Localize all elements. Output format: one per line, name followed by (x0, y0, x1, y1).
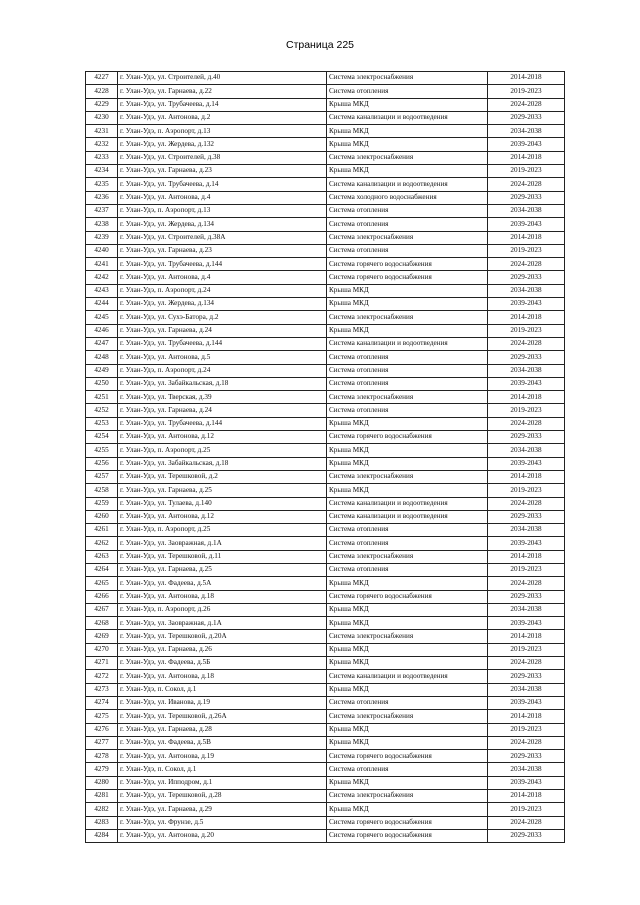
period-cell: 2034-2038 (488, 204, 565, 217)
address-cell: г. Улан-Удэ, ул. Забайкальская, д.18 (118, 377, 327, 390)
table-row (86, 829, 565, 842)
row-number: 4262 (86, 537, 118, 550)
address-cell: г. Улан-Удэ, ул. Трубачеева, д.14 (118, 98, 327, 111)
period-cell: 2039-2043 (488, 537, 565, 550)
table-row (86, 510, 565, 523)
period-cell: 2014-2018 (488, 391, 565, 404)
period-cell: 2034-2038 (488, 444, 565, 457)
period-cell: 2019-2023 (488, 85, 565, 98)
system-cell: Крыша МКД (327, 125, 488, 138)
period-cell: 2014-2018 (488, 72, 565, 85)
address-cell: г. Улан-Удэ, п. Аэропорт, д.26 (118, 603, 327, 616)
period-cell: 2034-2038 (488, 284, 565, 297)
period-cell: 2019-2023 (488, 165, 565, 178)
period-cell: 2024-2028 (488, 258, 565, 271)
address-cell: г. Улан-Удэ, ул. Жердева, д.134 (118, 218, 327, 231)
table-row (86, 670, 565, 683)
address-cell: г. Улан-Удэ, ул. Трубачеева, д.14 (118, 178, 327, 191)
table-row (86, 351, 565, 364)
system-cell: Крыша МКД (327, 284, 488, 297)
address-cell: г. Улан-Удэ, ул. Иванова, д.19 (118, 696, 327, 709)
period-cell: 2034-2038 (488, 683, 565, 696)
system-cell: Крыша МКД (327, 324, 488, 337)
table-row (86, 218, 565, 231)
address-cell: г. Улан-Удэ, ул. Гарнаева, д.24 (118, 404, 327, 417)
row-number: 4278 (86, 750, 118, 763)
system-cell: Система канализации и водоотведения (327, 510, 488, 523)
table-row (86, 470, 565, 483)
table-row (86, 696, 565, 709)
row-number: 4236 (86, 191, 118, 204)
address-cell: г. Улан-Удэ, ул. Терешковой, д.11 (118, 550, 327, 563)
address-cell: г. Улан-Удэ, ул. Антонова, д.5 (118, 351, 327, 364)
row-number: 4232 (86, 138, 118, 151)
address-cell: г. Улан-Удэ, ул. Трубачеева, д.144 (118, 417, 327, 430)
row-number: 4238 (86, 218, 118, 231)
system-cell: Крыша МКД (327, 657, 488, 670)
table-row (86, 364, 565, 377)
table-row (86, 244, 565, 257)
system-cell: Система горячего водоснабжения (327, 750, 488, 763)
system-cell: Система отопления (327, 696, 488, 709)
table-row (86, 391, 565, 404)
period-cell: 2029-2033 (488, 191, 565, 204)
address-cell: г. Улан-Удэ, ул. Терешковой, д.2 (118, 470, 327, 483)
table-row (86, 563, 565, 576)
system-cell: Система отопления (327, 244, 488, 257)
row-number: 4277 (86, 736, 118, 749)
address-cell: г. Улан-Удэ, п. Аэропорт, д.13 (118, 204, 327, 217)
period-cell: 2029-2033 (488, 829, 565, 842)
address-cell: г. Улан-Удэ, ул. Фадеева, д.5В (118, 736, 327, 749)
address-cell: г. Улан-Удэ, ул. Гарнаева, д.22 (118, 85, 327, 98)
row-number: 4257 (86, 470, 118, 483)
period-cell: 2019-2023 (488, 803, 565, 816)
period-cell: 2034-2038 (488, 125, 565, 138)
system-cell: Система отопления (327, 563, 488, 576)
system-cell: Система канализации и водоотведения (327, 337, 488, 350)
address-cell: г. Улан-Удэ, ул. Заовражная, д.1А (118, 537, 327, 550)
table-row (86, 630, 565, 643)
row-number: 4268 (86, 617, 118, 630)
address-cell: г. Улан-Удэ, ул. Жердева, д.132 (118, 138, 327, 151)
row-number: 4264 (86, 563, 118, 576)
row-number: 4230 (86, 111, 118, 124)
address-cell: г. Улан-Удэ, п. Сокол, д.1 (118, 763, 327, 776)
system-cell: Система электроснабжения (327, 550, 488, 563)
row-number: 4260 (86, 510, 118, 523)
system-cell: Система горячего водоснабжения (327, 816, 488, 829)
table-row (86, 790, 565, 803)
system-cell: Система отопления (327, 351, 488, 364)
period-cell: 2034-2038 (488, 364, 565, 377)
table-row (86, 284, 565, 297)
table-row (86, 417, 565, 430)
address-cell: г. Улан-Удэ, ул. Фадеева, д.5Б (118, 657, 327, 670)
period-cell: 2029-2033 (488, 510, 565, 523)
system-cell: Система горячего водоснабжения (327, 590, 488, 603)
system-cell: Система отопления (327, 524, 488, 537)
table-row (86, 816, 565, 829)
row-number: 4233 (86, 151, 118, 164)
row-number: 4242 (86, 271, 118, 284)
table-row (86, 457, 565, 470)
system-cell: Крыша МКД (327, 643, 488, 656)
row-number: 4281 (86, 790, 118, 803)
table-row (86, 404, 565, 417)
system-cell: Система горячего водоснабжения (327, 258, 488, 271)
row-number: 4284 (86, 829, 118, 842)
address-cell: г. Улан-Удэ, ул. Фадеева, д.5А (118, 577, 327, 590)
system-cell: Крыша МКД (327, 577, 488, 590)
period-cell: 2039-2043 (488, 457, 565, 470)
address-cell: г. Улан-Удэ, ул. Антонова, д.12 (118, 431, 327, 444)
table-row (86, 324, 565, 337)
system-cell: Система отопления (327, 537, 488, 550)
address-cell: г. Улан-Удэ, ул. Гарнаева, д.23 (118, 244, 327, 257)
row-number: 4259 (86, 497, 118, 510)
system-cell: Система электроснабжения (327, 790, 488, 803)
row-number: 4229 (86, 98, 118, 111)
table-row (86, 125, 565, 138)
system-cell: Крыша МКД (327, 417, 488, 430)
system-cell: Крыша МКД (327, 683, 488, 696)
period-cell: 2019-2023 (488, 324, 565, 337)
table-row (86, 524, 565, 537)
address-cell: г. Улан-Удэ, ул. Терешковой, д.28 (118, 790, 327, 803)
row-number: 4254 (86, 431, 118, 444)
address-cell: г. Улан-Удэ, ул. Ипподром, д.1 (118, 776, 327, 789)
period-cell: 2024-2028 (488, 657, 565, 670)
period-cell: 2039-2043 (488, 377, 565, 390)
system-cell: Система электроснабжения (327, 311, 488, 324)
system-cell: Система электроснабжения (327, 391, 488, 404)
table-row (86, 603, 565, 616)
table-row (86, 577, 565, 590)
row-number: 4240 (86, 244, 118, 257)
row-number: 4235 (86, 178, 118, 191)
system-cell: Система горячего водоснабжения (327, 431, 488, 444)
table-row (86, 497, 565, 510)
row-number: 4276 (86, 723, 118, 736)
address-cell: г. Улан-Удэ, ул. Заовражная, д.1А (118, 617, 327, 630)
table-row (86, 643, 565, 656)
row-number: 4275 (86, 710, 118, 723)
row-number: 4231 (86, 125, 118, 138)
table-row (86, 431, 565, 444)
address-cell: г. Улан-Удэ, ул. Забайкальская, д.18 (118, 457, 327, 470)
period-cell: 2014-2018 (488, 710, 565, 723)
address-cell: г. Улан-Удэ, ул. Антонова, д.2 (118, 111, 327, 124)
system-cell: Крыша МКД (327, 803, 488, 816)
address-cell: г. Улан-Удэ, ул. Трубачеева, д.144 (118, 337, 327, 350)
system-cell: Система отопления (327, 377, 488, 390)
period-cell: 2019-2023 (488, 404, 565, 417)
system-cell: Система горячего водоснабжения (327, 271, 488, 284)
system-cell: Крыша МКД (327, 165, 488, 178)
period-cell: 2019-2023 (488, 643, 565, 656)
system-cell: Система электроснабжения (327, 630, 488, 643)
row-number: 4255 (86, 444, 118, 457)
row-number: 4250 (86, 377, 118, 390)
period-cell: 2014-2018 (488, 311, 565, 324)
row-number: 4271 (86, 657, 118, 670)
address-cell: г. Улан-Удэ, ул. Антонова, д.19 (118, 750, 327, 763)
system-cell: Система отопления (327, 85, 488, 98)
row-number: 4273 (86, 683, 118, 696)
table-row (86, 750, 565, 763)
address-cell: г. Улан-Удэ, ул. Фрунзе, д.5 (118, 816, 327, 829)
row-number: 4272 (86, 670, 118, 683)
table-row (86, 617, 565, 630)
address-cell: г. Улан-Удэ, ул. Сухэ-Батора, д.2 (118, 311, 327, 324)
system-cell: Система отопления (327, 404, 488, 417)
period-cell: 2039-2043 (488, 696, 565, 709)
table-row (86, 776, 565, 789)
row-number: 4244 (86, 298, 118, 311)
system-cell: Система отопления (327, 763, 488, 776)
period-cell: 2039-2043 (488, 218, 565, 231)
table-row (86, 550, 565, 563)
period-cell: 2039-2043 (488, 617, 565, 630)
system-cell: Система горячего водоснабжения (327, 829, 488, 842)
period-cell: 2019-2023 (488, 484, 565, 497)
system-cell: Крыша МКД (327, 723, 488, 736)
period-cell: 2029-2033 (488, 271, 565, 284)
address-cell: г. Улан-Удэ, ул. Гарнаева, д.25 (118, 563, 327, 576)
system-cell: Система электроснабжения (327, 72, 488, 85)
row-number: 4249 (86, 364, 118, 377)
row-number: 4243 (86, 284, 118, 297)
table-body (86, 72, 565, 843)
row-number: 4248 (86, 351, 118, 364)
row-number: 4269 (86, 630, 118, 643)
period-cell: 2034-2038 (488, 524, 565, 537)
table-row (86, 98, 565, 111)
page-title: Страница 225 (285, 39, 355, 51)
period-cell: 2024-2028 (488, 337, 565, 350)
system-cell: Система отопления (327, 204, 488, 217)
row-number: 4234 (86, 165, 118, 178)
table-row (86, 710, 565, 723)
registry-table (85, 71, 565, 843)
period-cell: 2024-2028 (488, 98, 565, 111)
period-cell: 2024-2028 (488, 736, 565, 749)
row-number: 4280 (86, 776, 118, 789)
system-cell: Крыша МКД (327, 444, 488, 457)
period-cell: 2029-2033 (488, 431, 565, 444)
table-row (86, 138, 565, 151)
period-cell: 2014-2018 (488, 470, 565, 483)
row-number: 4227 (86, 72, 118, 85)
address-cell: г. Улан-Удэ, ул. Антонова, д.4 (118, 271, 327, 284)
period-cell: 2029-2033 (488, 590, 565, 603)
address-cell: г. Улан-Удэ, ул. Антонова, д.4 (118, 191, 327, 204)
period-cell: 2024-2028 (488, 577, 565, 590)
table-row (86, 377, 565, 390)
row-number: 4283 (86, 816, 118, 829)
address-cell: г. Улан-Удэ, ул. Антонова, д.18 (118, 670, 327, 683)
table-row (86, 723, 565, 736)
system-cell: Крыша МКД (327, 298, 488, 311)
row-number: 4252 (86, 404, 118, 417)
table-row (86, 151, 565, 164)
system-cell: Крыша МКД (327, 138, 488, 151)
address-cell: г. Улан-Удэ, ул. Строителей, д.38А (118, 231, 327, 244)
system-cell: Система отопления (327, 218, 488, 231)
row-number: 4266 (86, 590, 118, 603)
period-cell: 2014-2018 (488, 630, 565, 643)
row-number: 4256 (86, 457, 118, 470)
row-number: 4241 (86, 258, 118, 271)
address-cell: г. Улан-Удэ, п. Аэропорт, д.24 (118, 284, 327, 297)
row-number: 4282 (86, 803, 118, 816)
address-cell: г. Улан-Удэ, п. Сокол, д.1 (118, 683, 327, 696)
table-row (86, 337, 565, 350)
period-cell: 2019-2023 (488, 723, 565, 736)
address-cell: г. Улан-Удэ, ул. Строителей, д.40 (118, 72, 327, 85)
row-number: 4247 (86, 337, 118, 350)
table-row (86, 72, 565, 85)
table-row (86, 298, 565, 311)
period-cell: 2029-2033 (488, 351, 565, 364)
row-number: 4263 (86, 550, 118, 563)
system-cell: Система канализации и водоотведения (327, 111, 488, 124)
system-cell: Система электроснабжения (327, 470, 488, 483)
table-row (86, 683, 565, 696)
row-number: 4237 (86, 204, 118, 217)
table-row (86, 271, 565, 284)
period-cell: 2014-2018 (488, 790, 565, 803)
system-cell: Система канализации и водоотведения (327, 670, 488, 683)
row-number: 4274 (86, 696, 118, 709)
table-row (86, 204, 565, 217)
period-cell: 2014-2018 (488, 231, 565, 244)
table-row (86, 444, 565, 457)
address-cell: г. Улан-Удэ, ул. Гарнаева, д.24 (118, 324, 327, 337)
system-cell: Система отопления (327, 364, 488, 377)
system-cell: Система электроснабжения (327, 231, 488, 244)
row-number: 4258 (86, 484, 118, 497)
table-row (86, 736, 565, 749)
system-cell: Система канализации и водоотведения (327, 178, 488, 191)
system-cell: Система холодного водоснабжения (327, 191, 488, 204)
period-cell: 2029-2033 (488, 750, 565, 763)
row-number: 4245 (86, 311, 118, 324)
system-cell: Крыша МКД (327, 484, 488, 497)
address-cell: г. Улан-Удэ, п. Аэропорт, д.24 (118, 364, 327, 377)
period-cell: 2019-2023 (488, 563, 565, 576)
period-cell: 2039-2043 (488, 138, 565, 151)
system-cell: Крыша МКД (327, 98, 488, 111)
address-cell: г. Улан-Удэ, ул. Строителей, д.38 (118, 151, 327, 164)
period-cell: 2024-2028 (488, 417, 565, 430)
table-row (86, 178, 565, 191)
system-cell: Крыша МКД (327, 617, 488, 630)
period-cell: 2014-2018 (488, 550, 565, 563)
row-number: 4265 (86, 577, 118, 590)
address-cell: г. Улан-Удэ, ул. Терешковой, д.26А (118, 710, 327, 723)
address-cell: г. Улан-Удэ, п. Аэропорт, д.13 (118, 125, 327, 138)
row-number: 4253 (86, 417, 118, 430)
system-cell: Система электроснабжения (327, 151, 488, 164)
row-number: 4239 (86, 231, 118, 244)
address-cell: г. Улан-Удэ, ул. Терешковой, д.20А (118, 630, 327, 643)
address-cell: г. Улан-Удэ, ул. Трубачеева, д.144 (118, 258, 327, 271)
table-row (86, 191, 565, 204)
table-row (86, 85, 565, 98)
table-row (86, 657, 565, 670)
system-cell: Крыша МКД (327, 776, 488, 789)
address-cell: г. Улан-Удэ, ул. Жердева, д.134 (118, 298, 327, 311)
table-row (86, 231, 565, 244)
address-cell: г. Улан-Удэ, п. Аэропорт, д.25 (118, 444, 327, 457)
address-cell: г. Улан-Удэ, ул. Гарнаева, д.29 (118, 803, 327, 816)
row-number: 4261 (86, 524, 118, 537)
row-number: 4267 (86, 603, 118, 616)
system-cell: Система канализации и водоотведения (327, 497, 488, 510)
table-row (86, 763, 565, 776)
system-cell: Крыша МКД (327, 603, 488, 616)
period-cell: 2024-2028 (488, 497, 565, 510)
table-row (86, 165, 565, 178)
system-cell: Крыша МКД (327, 736, 488, 749)
address-cell: г. Улан-Удэ, ул. Гарнаева, д.26 (118, 643, 327, 656)
address-cell: г. Улан-Удэ, ул. Антонова, д.18 (118, 590, 327, 603)
row-number: 4246 (86, 324, 118, 337)
table-row (86, 484, 565, 497)
row-number: 4270 (86, 643, 118, 656)
period-cell: 2039-2043 (488, 776, 565, 789)
row-number: 4279 (86, 763, 118, 776)
period-cell: 2029-2033 (488, 670, 565, 683)
address-cell: г. Улан-Удэ, ул. Тверская, д.39 (118, 391, 327, 404)
table-row (86, 590, 565, 603)
period-cell: 2024-2028 (488, 178, 565, 191)
system-cell: Крыша МКД (327, 457, 488, 470)
period-cell: 2019-2023 (488, 244, 565, 257)
system-cell: Система электроснабжения (327, 710, 488, 723)
address-cell: г. Улан-Удэ, ул. Антонова, д.20 (118, 829, 327, 842)
address-cell: г. Улан-Удэ, ул. Тулаева, д.140 (118, 497, 327, 510)
period-cell: 2024-2028 (488, 816, 565, 829)
address-cell: г. Улан-Удэ, ул. Гарнаева, д.23 (118, 165, 327, 178)
period-cell: 2034-2038 (488, 603, 565, 616)
period-cell: 2014-2018 (488, 151, 565, 164)
table-row (86, 311, 565, 324)
table-row (86, 258, 565, 271)
period-cell: 2029-2033 (488, 111, 565, 124)
address-cell: г. Улан-Удэ, ул. Гарнаева, д.25 (118, 484, 327, 497)
period-cell: 2039-2043 (488, 298, 565, 311)
address-cell: г. Улан-Удэ, ул. Гарнаева, д.28 (118, 723, 327, 736)
table-row (86, 111, 565, 124)
row-number: 4228 (86, 85, 118, 98)
row-number: 4251 (86, 391, 118, 404)
address-cell: г. Улан-Удэ, п. Аэропорт, д.25 (118, 524, 327, 537)
table-row (86, 803, 565, 816)
address-cell: г. Улан-Удэ, ул. Антонова, д.12 (118, 510, 327, 523)
table-row (86, 537, 565, 550)
period-cell: 2034-2038 (488, 763, 565, 776)
